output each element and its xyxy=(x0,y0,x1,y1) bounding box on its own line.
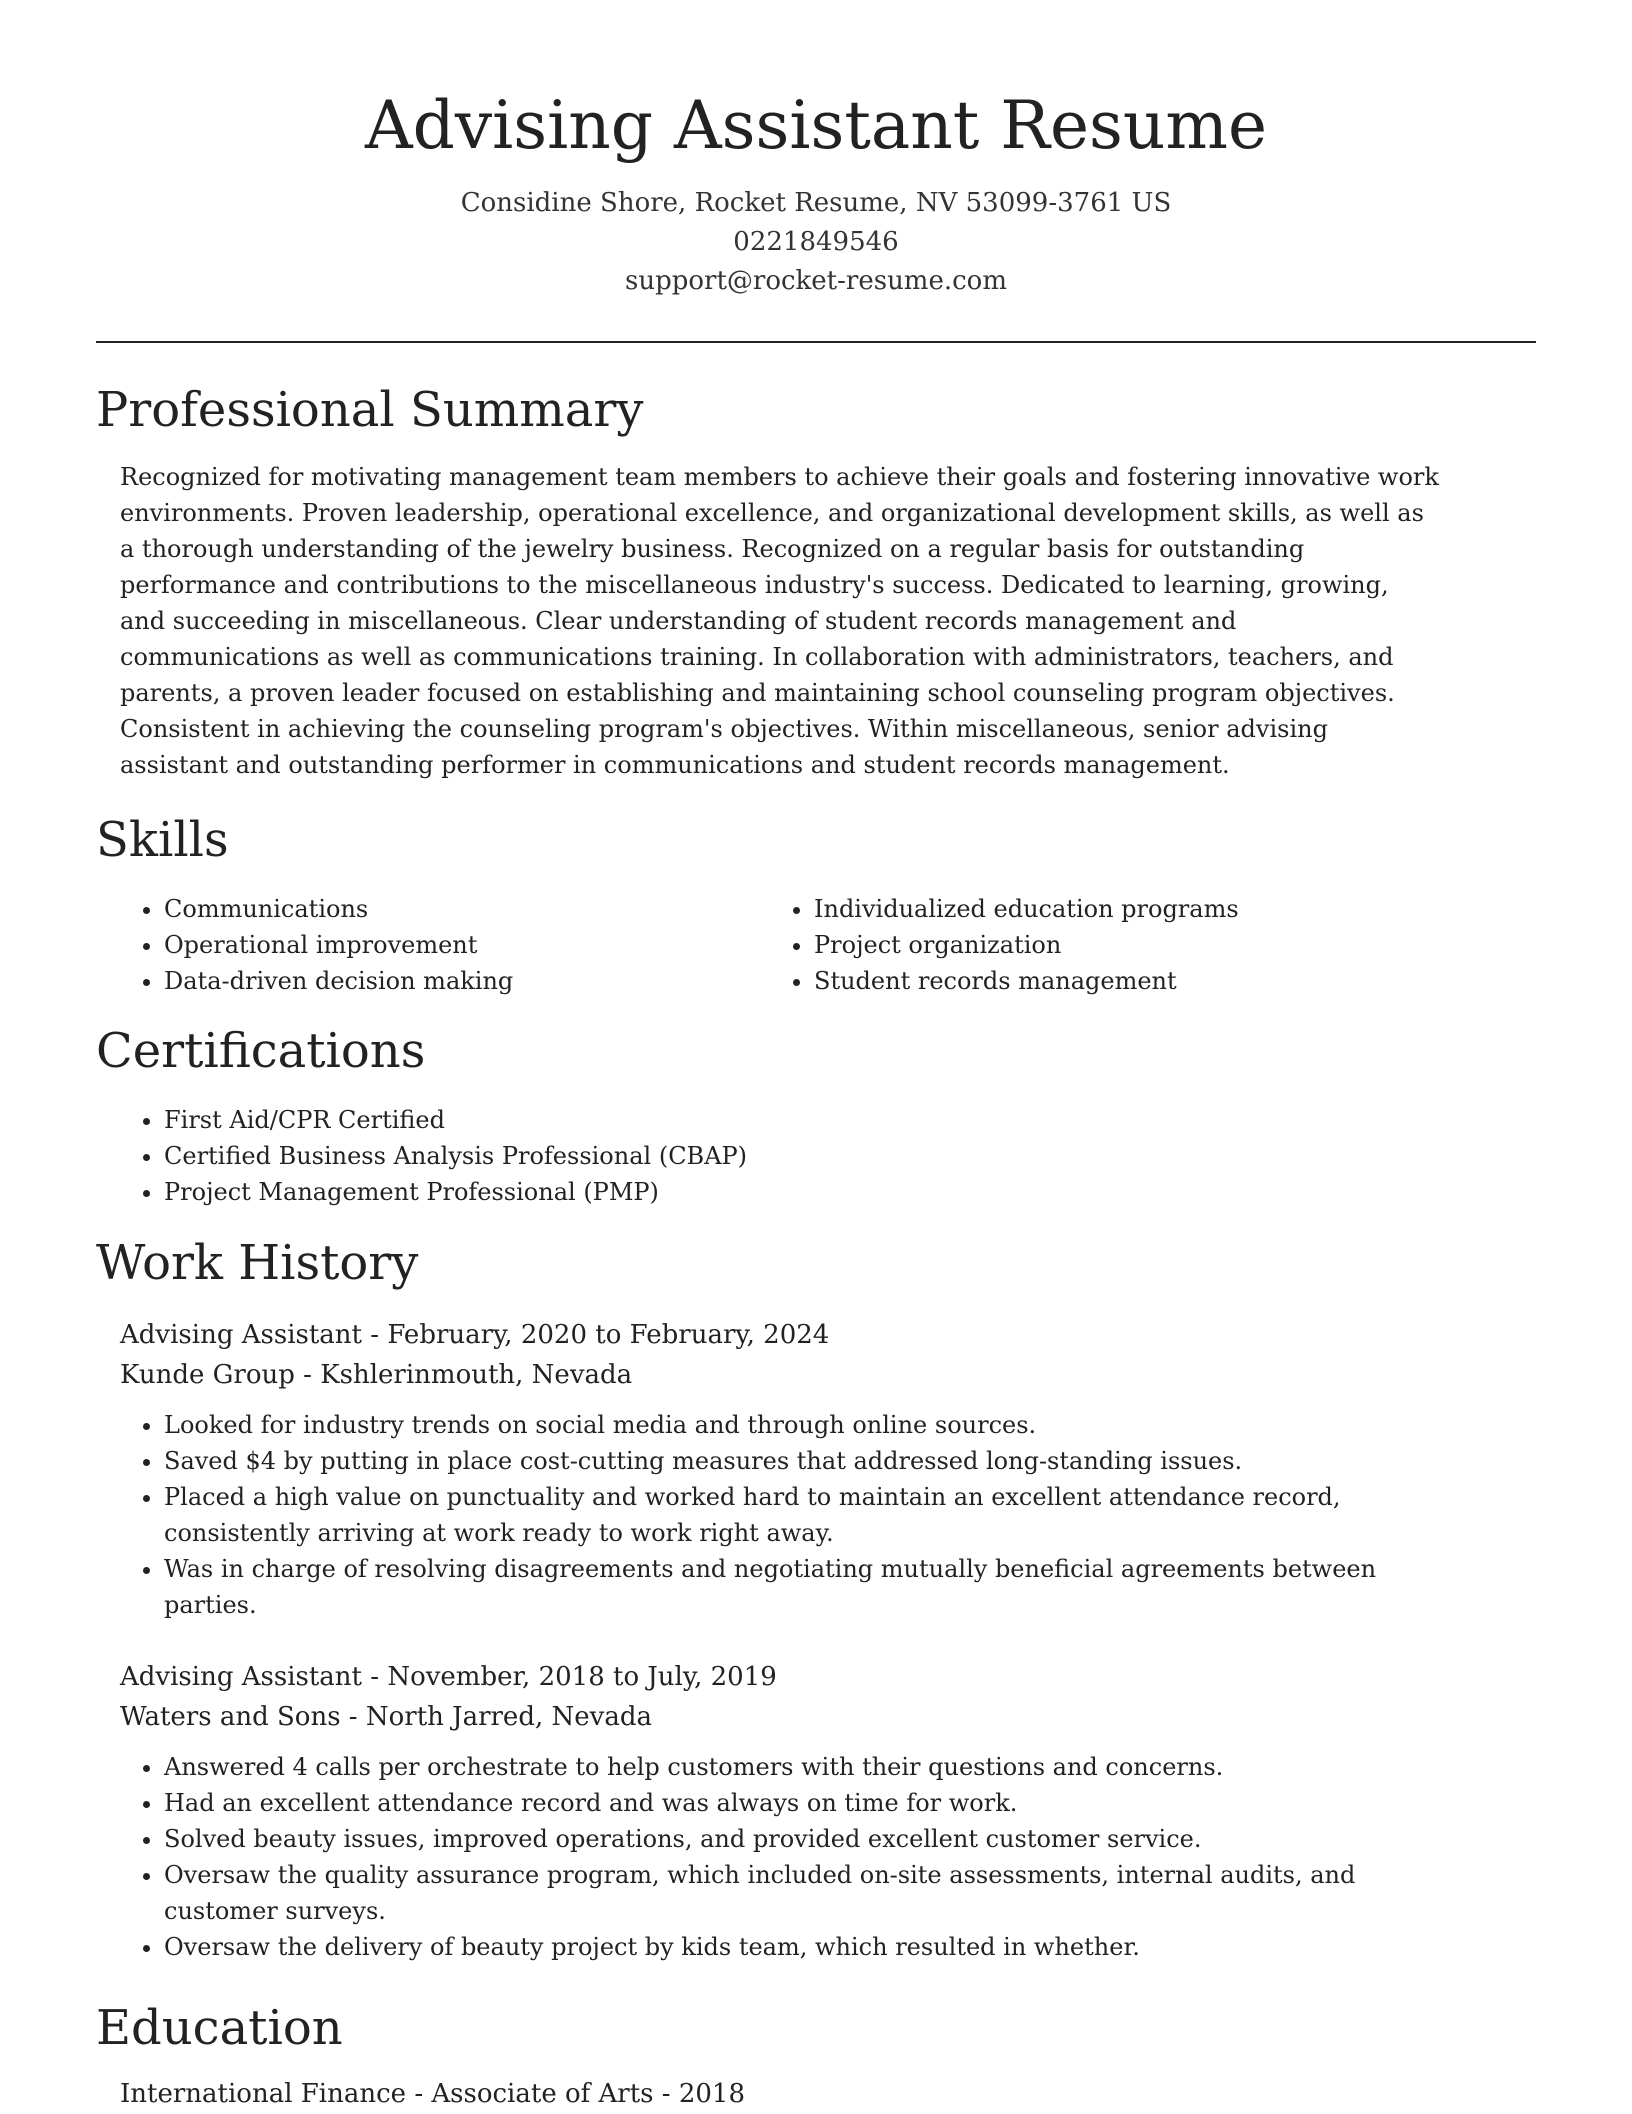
certifications-heading: Certifications xyxy=(96,1023,426,1079)
job-company-line xyxy=(120,1697,1440,1737)
certifications-section xyxy=(96,1021,1536,1081)
job-bullet: • Looked for industry trends on social media and through online sources. xyxy=(164,1407,1440,1443)
job-dates: - February, 2020 to February, 2024 xyxy=(362,1320,830,1350)
skill-item: • Student records management xyxy=(814,963,1420,999)
job-bullet: • Oversaw the quality assurance program, which included on-site assessments, internal audits, and customer surveys. xyxy=(164,1857,1440,1929)
job-entry xyxy=(120,1657,1440,1965)
education-line: International Finance - Associate of Arts - 2018 xyxy=(120,2079,745,2109)
summary-section xyxy=(96,380,1536,440)
certifications-list xyxy=(120,1102,1440,1210)
education-section xyxy=(96,1998,1536,2058)
education-heading: Education xyxy=(96,2000,343,2056)
summary-heading: Professional Summary xyxy=(96,382,644,438)
job-bullet: • Saved $4 by putting in place cost-cutting measures that addressed long-standing issues. xyxy=(164,1443,1440,1479)
work-section xyxy=(96,1233,1536,1293)
skills-heading: Skills xyxy=(96,812,229,868)
skill-item: • Data-driven decision making xyxy=(164,963,770,999)
contact-info xyxy=(0,184,1632,301)
summary-body xyxy=(120,459,1440,783)
skill-item: • Operational improvement xyxy=(164,927,770,963)
skills-list-left xyxy=(120,891,770,999)
skills-section xyxy=(96,810,1536,870)
education-body xyxy=(120,2074,1440,2114)
header-divider xyxy=(96,341,1536,343)
skills-body xyxy=(120,891,1440,999)
job-title-line xyxy=(120,1315,1440,1355)
skill-item: • Individualized education programs xyxy=(814,891,1420,927)
job-bullet: • Placed a high value on punctuality and worked hard to maintain an excellent attendance record, consistently arriving at work ready to work right away. xyxy=(164,1479,1440,1551)
skill-item: • Project organization xyxy=(814,927,1420,963)
job-company: Kunde Group xyxy=(120,1360,295,1390)
job-bullet: • Was in charge of resolving disagreements and negotiating mutually beneficial agreements between parties. xyxy=(164,1551,1440,1623)
certifications-body xyxy=(120,1102,1440,1210)
job-role: Advising Assistant xyxy=(120,1662,362,1692)
job-entry xyxy=(120,1315,1440,1623)
job-bullet: • Oversaw the delivery of beauty project by kids team, which resulted in whether. xyxy=(164,1929,1440,1965)
summary-text: Recognized for motivating management team members to achieve their goals and fostering innovative work environments. Proven leadership, operational excellence, and organizational development skills, as well as a thorough understanding of the jewelry business. Recognized on a regular basis for outstanding performance and contributions to the miscellaneous industry's success. Dedicated to learning, growing, and succeeding in miscellaneous. Clear understanding of student records management and communications as well as communications training. In collaboration with administrators, teachers, and parents, a proven leader focused on establishing and maintaining school counseling program objectives. Consistent in achieving the counseling program's objectives. Within miscellaneous, senior advising assistant and outstanding performer in communications and student records management. xyxy=(120,463,1439,779)
job-company-line xyxy=(120,1355,1440,1395)
job-company: Waters and Sons xyxy=(120,1702,341,1732)
contact-phone: 0221849546 xyxy=(733,227,899,257)
skills-list-right xyxy=(770,891,1420,999)
job-bullet: • Had an excellent attendance record and was always on time for work. xyxy=(164,1785,1440,1821)
job-bullets xyxy=(120,1407,1440,1623)
job-role: Advising Assistant xyxy=(120,1320,362,1350)
contact-address: Considine Shore, Rocket Resume, NV 53099-3761 US xyxy=(460,188,1172,218)
work-heading: Work History xyxy=(96,1235,419,1291)
skills-grid xyxy=(120,891,1440,999)
certification-item: • Certified Business Analysis Professional (CBAP) xyxy=(164,1138,1440,1174)
resume-header xyxy=(0,84,1632,301)
job-dates: - November, 2018 to July, 2019 xyxy=(362,1662,777,1692)
resume-title: Advising Assistant Resume xyxy=(364,87,1268,164)
job-bullets xyxy=(120,1749,1440,1965)
job-title-line xyxy=(120,1657,1440,1697)
job-bullet: • Answered 4 calls per orchestrate to help customers with their questions and concerns. xyxy=(164,1749,1440,1785)
certification-item: • Project Management Professional (PMP) xyxy=(164,1174,1440,1210)
contact-email: support@rocket-resume.com xyxy=(624,266,1007,296)
job-location: - North Jarred, Nevada xyxy=(340,1702,652,1732)
certification-item: • First Aid/CPR Certified xyxy=(164,1102,1440,1138)
skill-item: • Communications xyxy=(164,891,770,927)
job-bullet: • Solved beauty issues, improved operations, and provided excellent customer service. xyxy=(164,1821,1440,1857)
job-location: - Kshlerinmouth, Nevada xyxy=(294,1360,633,1390)
